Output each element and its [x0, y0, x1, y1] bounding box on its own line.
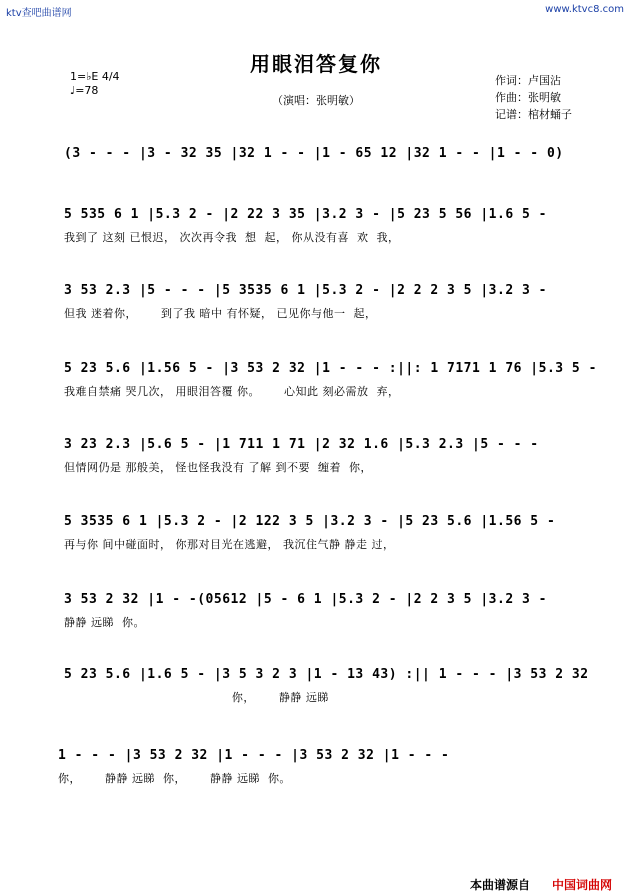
lyrics-line: 我难自禁痛 哭几次， 用眼泪答覆 你。 心知此 刻必需放 弃， [64, 385, 400, 398]
lyrics-line: 我到了 这刻 已恨迟， 次次再令我 想 起， 你从没有喜 欢 我， [64, 231, 400, 244]
lyrics-line: 你， 静静 远睇 你， 静静 远睇 你。 [58, 772, 291, 785]
song-title: 用眼泪答复你 [250, 52, 382, 76]
footer-source: 本曲谱源自 [470, 878, 531, 892]
footer-site: 中国词曲网 [552, 878, 613, 892]
composer: 作曲：张明敏 [495, 91, 561, 104]
watermark-right: www.ktvc8.com [545, 4, 624, 15]
key-signature [70, 70, 120, 98]
lyricist: 作词：卢国沾 [495, 74, 561, 87]
watermark-left: ktv查吧曲谱网 [6, 8, 72, 19]
lyrics-line: 再与你 间中碰面时， 你那对目光在逃避， 我沉住气静 静走 过， [64, 538, 395, 551]
notes-line: 3 23 2.3 |5.6 5 - |1 711 1 71 |2 32 1.6 |5.3 2.3 |5 - - - [64, 437, 539, 452]
tempo: ♩=78 [70, 84, 99, 97]
credits [495, 72, 572, 123]
notes-line: 5 535 6 1 |5.3 2 - |2 22 3 35 |3.2 3 - |5 23 5 56 |1.6 5 - [64, 207, 547, 222]
lyrics-line: 你， 静静 远睇 [64, 691, 329, 704]
lyrics-line: 静静 远睇 你。 [64, 616, 145, 629]
notes-line: 5 3535 6 1 |5.3 2 - |2 122 3 5 |3.2 3 - |5 23 5.6 |1.56 5 - [64, 514, 556, 529]
transcriber: 记谱：棺材蛹子 [495, 108, 572, 121]
notes-line: (3 - - - |3 - 32 35 |32 1 - - |1 - 65 12 |32 1 - - |1 - - 0) [64, 146, 564, 161]
notes-line: 5 23 5.6 |1.6 5 - |3 5 3 2 3 |1 - 13 43) :|| 1 - - - |3 53 2 32 [64, 667, 589, 682]
notes-line: 1 - - - |3 53 2 32 |1 - - - |3 53 2 32 |1 - - - [58, 748, 450, 763]
lyrics-line: 但情网仍是 那般美， 怪也怪我没有 了解 到不要 缠着 你， [64, 461, 372, 474]
notes-line: 3 53 2 32 |1 - -(05612 |5 - 6 1 |5.3 2 - |2 2 3 5 |3.2 3 - [64, 592, 547, 607]
lyrics-line: 但我 迷着你， 到了我 暗中 有怀疑， 已见你与他一 起， [64, 307, 377, 320]
key-sig: 1=♭E 4/4 [70, 70, 120, 83]
notes-line: 3 53 2.3 |5 - - - |5 3535 6 1 |5.3 2 - |2 2 2 3 5 |3.2 3 - [64, 283, 547, 298]
notes-line: 5 23 5.6 |1.56 5 - |3 53 2 32 |1 - - - :||: 1 7171 1 76 |5.3 5 - [64, 361, 597, 376]
singer-line: （演唱：张明敏） [272, 94, 360, 107]
